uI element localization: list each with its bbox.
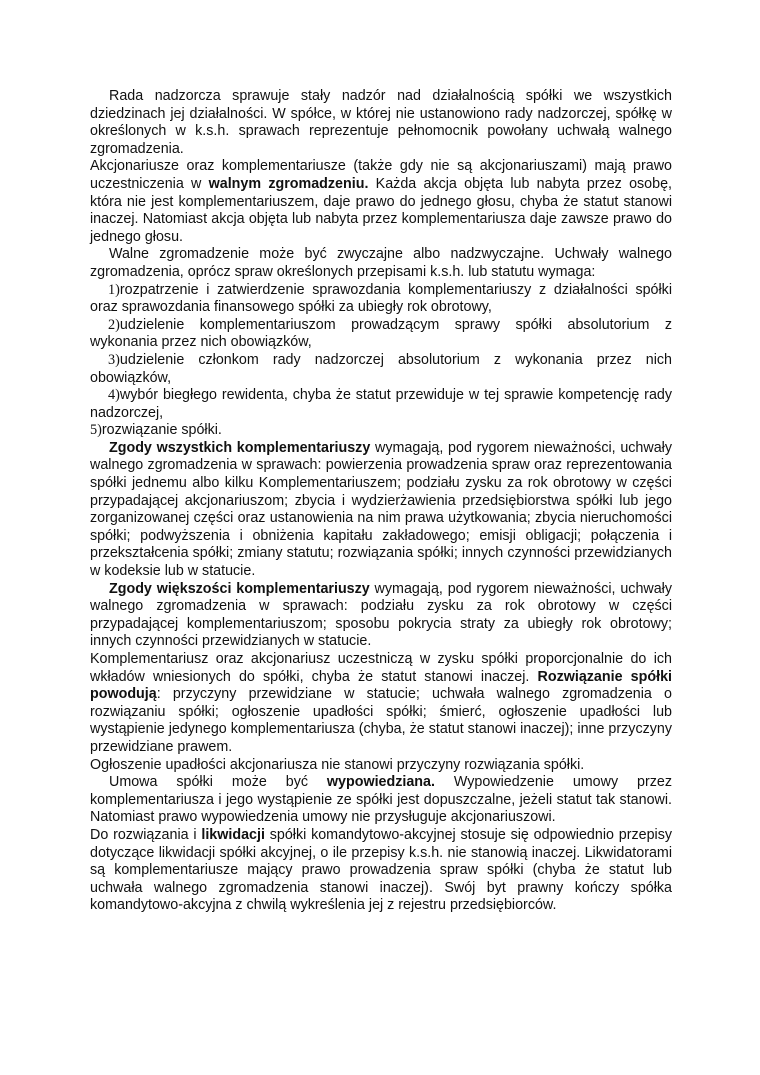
text: Do rozwiązania i	[90, 826, 202, 843]
paragraph-supervisory-board: Rada nadzorcza sprawuje stały nadzór nad działalnością spółki we wszystkich dziedzinach jej działalności. W spółce, w której nie ustanowiono rady nadzorczej, spółkę w określonych w k.s.h. sprawach reprezentuje pełnomocnik powołany uchwałą walnego zgromadzenia.	[90, 88, 672, 157]
list-item	[90, 352, 672, 387]
list-text: rozpatrzenie i zatwierdzenie sprawozdania komplementariuszy z działalności spółki oraz sprawozdania finansowego spółki za ubiegły rok obrotowy,	[90, 281, 672, 316]
text: spółki komandytowo-akcyjnej stosuje się odpowiednio przepisy dotyczące likwidacji spółki akcyjnej, o ile przepisy k.s.h. nie stanowią inaczej. Likwidatorami są komplementariusze mający prawo prowadzenia spraw spółki (chyba że statut lub uchwała walnego zgromadzenia stanowi inaczej). Swój byt prawny kończy spółka komandytowo-akcyjna z chwilą wykreślenia jej z rejestru przedsiębiorców.	[90, 826, 672, 914]
document-page	[90, 88, 672, 915]
bold-term-rozwiazanie: Rozwiązanie spółki powodują	[90, 668, 672, 703]
text: Akcjonariusze oraz komplementariusze (także gdy nie są akcjonariuszami) mają prawo uczestniczenia w	[90, 158, 672, 192]
paragraph-termination	[90, 774, 672, 827]
bold-term-likwidacji: likwidacji	[201, 826, 265, 843]
list-number: 1)	[108, 281, 120, 298]
list-number: 3)	[108, 351, 120, 368]
paragraph-meeting-types: Walne zgromadzenie może być zwyczajne albo nadzwyczajne. Uchwały walnego zgromadzenia, oprócz spraw określonych przepisami k.s.h. lub statutu wymaga:	[90, 246, 672, 280]
text: Komplementariusz oraz akcjonariusz uczestniczą w zysku spółki proporcjonalnie do ich wkładów wniesionych do spółki, chyba że statut stanowi inaczej.	[90, 651, 672, 685]
list-item	[90, 387, 672, 422]
paragraph-profit-dissolution	[90, 651, 672, 757]
paragraph-unanimous-consent	[90, 440, 672, 581]
list-text: udzielenie członkom rady nadzorczej absolutorium z wykonania przez nich obowiązków,	[90, 351, 672, 386]
paragraph-liquidation	[90, 827, 672, 915]
paragraph-majority-consent	[90, 581, 672, 651]
list-text: udzielenie komplementariuszom prowadzącym sprawy spółki absolutorium z wykonania przez nich obowiązków,	[90, 316, 672, 351]
list-number: 5)	[90, 422, 102, 439]
list-text: rozwiązanie spółki.	[101, 422, 222, 439]
paragraph-shareholder-bankruptcy: Ogłoszenie upadłości akcjonariusza nie stanowi przyczyny rozwiązania spółki.	[90, 756, 585, 773]
bold-term-wypowiedziana: wypowiedziana.	[326, 774, 435, 791]
text: wymagają, pod rygorem nieważności, uchwały walnego zgromadzenia w sprawach: powierzenia prowadzenia spraw oraz reprezentowania spółki jednemu albo kilku Komplementariuszem; podziału zysku za rok obrotowy w części przypadającej akcjonariuszom; zbycia i wydzierżawienia przedsiębiorstwa spółki lub jego zorganizowanej części oraz ustanowienia na nim prawa użytkowania; zbycia nieruchomości spółki; podwyższenia i obniżenia kapitału zakładowego; emisji obligacji; połączenia i przekształcenia spółki; zmiany statutu; rozwiązania spółki; innych czynności przewidzianych w kodeksie lub w statucie.	[90, 439, 672, 580]
list-item	[90, 282, 672, 317]
list-item	[90, 317, 672, 352]
list-number: 2)	[108, 316, 120, 333]
text: : przyczyny przewidziane w statucie; uchwała walnego zgromadzenia o rozwiązaniu spółki; ogłoszenie upadłości spółki; śmierć, ogłoszenie upadłości lub wystąpienie jedynego komplementariusza (chyba, że statut stanowi inaczej); inne przyczyny przewidziane prawem.	[90, 686, 672, 755]
bold-term-zgody-wiekszosci: Zgody większości komplementariuszy	[109, 580, 370, 597]
text: Umowa spółki może być	[109, 774, 327, 791]
text: wymagają, pod rygorem nieważności, uchwały walnego zgromadzenia w sprawach: podziału zysku za rok obrotowy w części przypadającej komplementariuszom; sposobu pokrycia straty za ubiegły rok obrotowy; innych czynności przewidzianych w statucie.	[90, 580, 672, 650]
paragraph-general-meeting-rights	[90, 158, 672, 246]
bold-term-zgody-wszystkich: Zgody wszystkich komplementariuszy	[109, 439, 371, 456]
bold-term-walne-zgromadzenie: walnym zgromadzeniu.	[208, 175, 369, 192]
list-text: wybór biegłego rewidenta, chyba że statut przewiduje w tej sprawie kompetencję rady nadzorczej,	[90, 387, 672, 421]
list-item	[90, 422, 672, 440]
text: Wypowiedzenie umowy przez komplementariusza i jego wystąpienie ze spółki jest dopuszczalne, jeżeli statut tak stanowi. Natomiast prawo wypowiedzenia umowy nie przysługuje akcjonariuszowi.	[90, 774, 672, 826]
list-number: 4)	[108, 387, 120, 404]
text: Każda akcja objęta lub nabyta przez osobę, która nie jest komplementariuszem, daje prawo do jednego głosu, chyba że statut stanowi inaczej. Natomiast akcja objęta lub nabyta przez komplementariusza daje zawsze prawo do jednego głosu.	[90, 175, 673, 245]
